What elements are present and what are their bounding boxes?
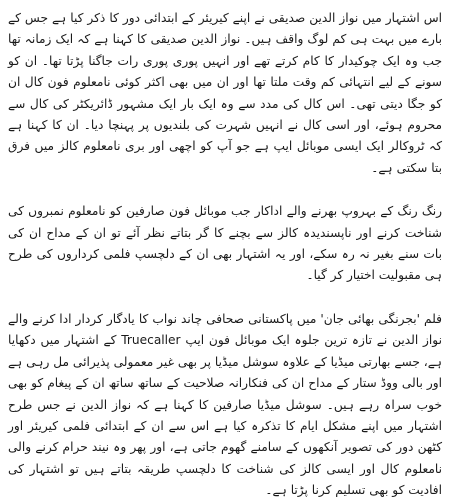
article-paragraph-3: فلم 'بجرنگی بھائی جان' میں پاکستانی صحافی چاند نواب کا یادگار کردار ادا کرنے والے نواز الدین نے تازہ ترین جلوہ ایک موبائل فون ایپ Truecaller کے اشتہار میں دکھایا ہے، جسے بھارتی میڈیا کے علاوہ سوشل میڈیا پر بھی غیر معمولی پذیرائی مل رہی ہے اور بالی ووڈ ستار کے مداح ان کی فنکارانہ صلاحیت کے ساتھ ساتھ ان کے پیغام کو بھی خوب سراہ رہے ہیں۔ سوشل میڈیا صارفین کا کہنا ہے کہ نواز الدین نے جس طرح اشتہار میں اپنے مشکل ایام کا تذکرہ کیا ہے اس سے ان کے ابتدائی فلمی کیریئر اور کٹھن دور کی تصویر آنکھوں کے سامنے گھوم جاتی ہے، اور پھر وہ نیند حرام کرنے والی نامعلوم کال اور ایسی کالز کی شناخت کا دلچسپ طریقہ بتاتے ہیں تو اشتہار کی افادیت کو بھی تسلیم کرنا پڑتا ہے۔: [8, 311, 442, 498]
article-paragraph-1: اس اشتہار میں نواز الدین صدیقی نے اپنے کیریئر کے ابتدائی دور کا ذکر کیا ہے جس کے بارے میں بہت ہی کم لوگ واقف ہیں۔ نواز الدین صدیقی کا کہنا ہے کہ ایک زمانہ تھا جب وہ ایک چوکیدار کا کام کرتے تھے اور انہیں پوری پوری رات جاگنا پڑتا تھا۔ ان کو سونے کے لیے انتہائی کم وقت ملتا تھا اور ان میں بھی اکثر کوئی نامعلوم فون کال ان کو جگا دیتی تھی۔ اس کال کی مدد سے وہ ایک بار ایک مشہور ڈائریکٹر کی کال سے محروم ہوئے، اور اسی کال نے انہیں شہرت کی بلندیوں پر پہنچا دیا۔ ان کا کہنا ہے کہ ٹروکالر ایک ایسی موبائل ایپ ہے جو آپ کو اچھی اور بری نامعلوم کالز میں فرق بتا سکتی ہے۔: [8, 11, 442, 175]
article-paragraph-2: رنگ رنگ کے بہروپ بھرنے والے اداکار جب موبائل فون صارفین کو نامعلوم نمبروں کی شناخت کرنے اور ناپسندیدہ کالز سے بچنے کا گر بتاتے نظر آئے تو ان کے مداح ان کی بات سنے بغیر نہ رہ سکے، اور یہ اشتہار بھی ان کے دلچسپ فلمی کرداروں کی طرح ہی مقبولیت اختیار کر گیا۔: [8, 204, 442, 283]
